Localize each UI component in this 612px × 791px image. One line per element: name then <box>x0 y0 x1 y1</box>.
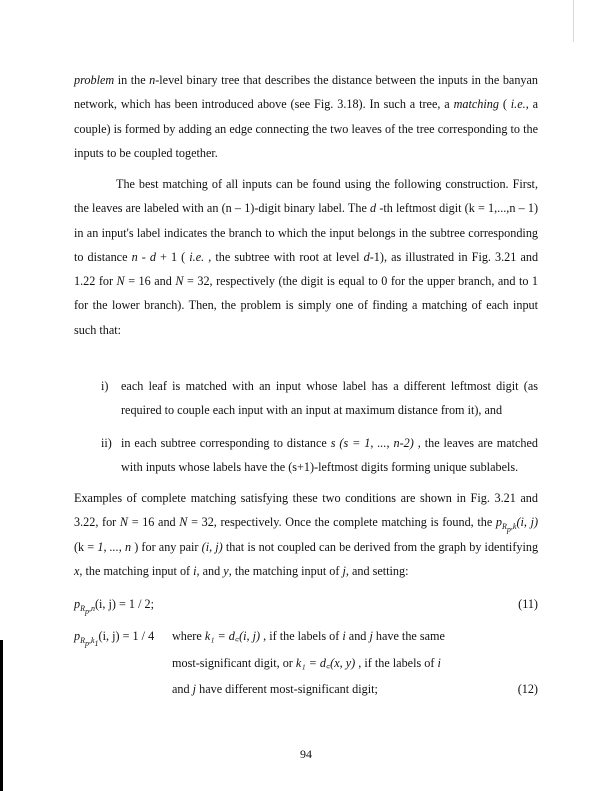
paragraph-2: The best matching of all inputs can be found using the following construction. First, the leaves are labeled with an (n – 1)-digit binary label. The d -th leftmost digit (k = 1,...,n – 1) in an input's label indicates the branch to which the input belongs in the subtree corresponding to distance n - d + 1 ( i.e. , the subtree with root at level d-1), as illustrated in Fig. 3.21 and 1.22 for N = 16 and N = 32, respectively (the digit is equal to 0 for the upper branch, and to 1 for the lower branch). Then, the problem is simply one of finding a matching of each input such that: <box>74 177 539 337</box>
binding-edge <box>0 640 3 791</box>
equation-12: $p_{R_p,k_1}(i$, j) = 1 / 4 where k₁ = d꜀(i, j) , if the labels of i and j have the same <box>74 624 538 648</box>
paragraph-3: Examples of complete matching satisfying these two conditions are shown in Fig. 3.21 and 3.22, for N = 16 and N = 32, respectively. Once the complete matching is found, the $p_{R_p,k}(i$, j) (k = 1, ..., n ) for any pair (i, j) that is not coupled can be derived from the graph by identifying x, the matching input of i, and y, the matching input of j, and setting: <box>74 491 539 578</box>
equation-11-number: (11) <box>518 597 538 611</box>
document-page: problem in the n-level binary tree that describes the distance between the inputs in the banyan network, which has been introduced above (see Fig. 3.18). In such a tree, a matching ( i.e., a couple) is formed by adding an edge connecting the two leaves of the tree corresponding to the inputs to be coupled together. The best matching of all inputs can be found using the following construction. First, the leaves are labeled with an (n – 1)-digit binary label. The d -th leftmost digit (k = 1,...,n – 1) in an input's label indicates the branch to which the input belongs in the subtree corresponding to distance n - d + 1 ( i.e. , the subtree with root at level d-1), as illustrated in Fig. 3.21 and 1.22 for N = 16 and N = 32, respectively (the digit is equal to 0 for the upper branch, and to 1 for the lower branch). Then, the problem is simply one of finding a matching of each input such that: i) each leaf is matched with an input whose label has a different leftmost digit (as required to couple each input with an input at maximum distance from it), and ii) in each subtree corresponding to distance s (s = 1, ..., n-2) , the leaves are matched with inputs whose labels have the (s+1)-leftmost digits forming unique sublabels. Examples of complete matching satisfying these two conditions are shown in Fig. 3.21 and 3.22, for N = 16 and N = 32, respectively. Once the complete matching is found, the $p_{R_p,k}(i$, j) (k = 1, ..., n ) for any pair (i, j) that is not coupled can be derived from the graph by identifying x, the matching input of i, and y, the matching input of j, and setting: $p_{R_p,n}(i$, j) = 1 / 2; (11) $p_{R_p,k_1}(i$, j) = 1 / 4 where k₁ = d꜀(i, j) , if the labels of i and j have the same most-significant digit, or k₁ = d꜀(x, y) , if the labels of i and j have different most-significant digit; (12) 94 <box>0 0 612 791</box>
equation-11: $p_{R_p,n}(i$, j) = 1 / 2; (11) <box>74 592 538 616</box>
page-edge-mark <box>573 0 574 42</box>
page-number: 94 <box>300 747 312 761</box>
equation-12-number: (12) <box>517 682 538 696</box>
paragraph-1: problem in the n-level binary tree that describes the distance between the inputs in the banyan network, which has been introduced above (see Fig. 3.18). In such a tree, a matching ( i.e., a couple) is formed by adding an edge connecting the two leaves of the tree corresponding to the inputs to be coupled together. <box>74 73 539 160</box>
equation-12-condition: where k₁ = d꜀(i, j) , if the labels of i and j have the same <box>172 629 445 643</box>
